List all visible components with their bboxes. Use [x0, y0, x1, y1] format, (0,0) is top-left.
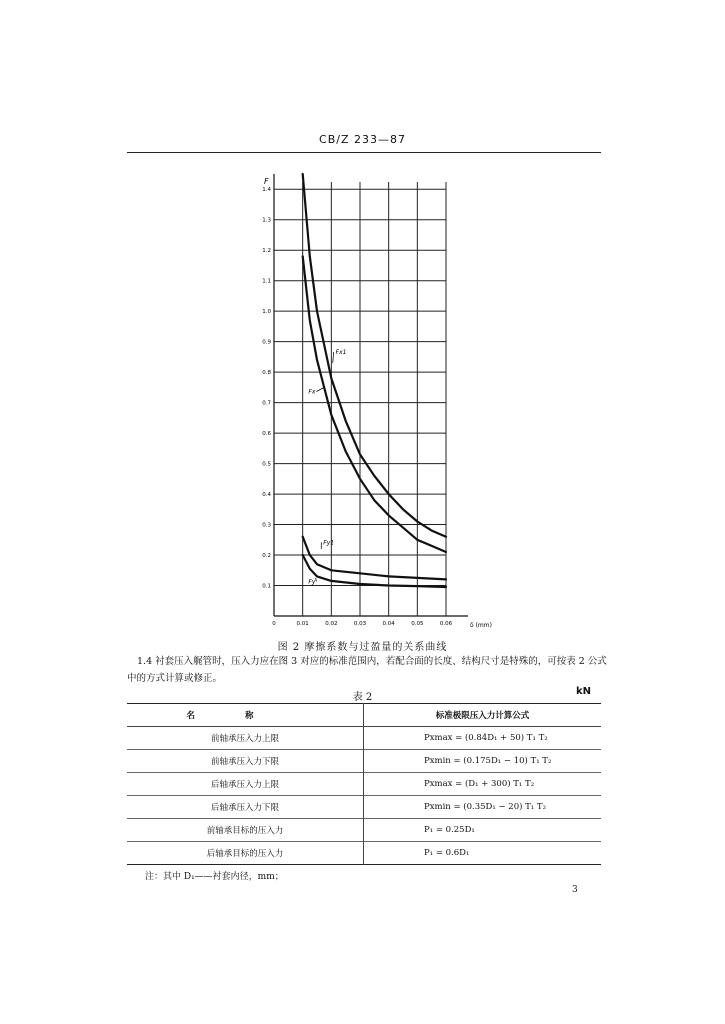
paragraph-1-4: 1.4 衬套压入艉管时，压入力应在图 3 对应的标准范围内，若配合面的长度、结构尺寸是特殊的，可按表 2 公式中的方式计算或修正。: [127, 656, 607, 684]
x-tick-label: 0.02: [325, 621, 338, 627]
curve-label: Fy: [308, 578, 316, 586]
row-name: 后轴承压入力上限: [127, 773, 364, 796]
y-tick-label: 0.3: [262, 522, 271, 529]
x-axis-label: δ (mm): [470, 622, 492, 629]
y-tick-label: 0.5: [262, 461, 271, 468]
table-header-row: [127, 704, 601, 727]
press-force-table: [127, 703, 601, 865]
page-number: 3: [572, 885, 578, 895]
row-formula: Pxmin = (0.175D₁ − 10) T₁ T₂: [424, 756, 552, 766]
row-name: 后轴承压入力下限: [127, 796, 364, 819]
table-row: [127, 819, 601, 842]
header-rule: [127, 152, 601, 153]
y-tick-label: 1.4: [262, 187, 271, 194]
curve-label: Fy1: [323, 539, 335, 547]
x-tick-label: 0.03: [353, 621, 367, 627]
row-formula: Pxmax = (0.84D₁ + 50) T₁ T₂: [424, 733, 548, 743]
table-note: 注：其中 D₁——衬套内径，mm；: [145, 872, 284, 882]
series-line-fx: [303, 256, 446, 552]
y-tick-label: 0.6: [262, 431, 271, 438]
chart-ticks: [262, 187, 452, 627]
table-row: [127, 773, 601, 796]
y-tick-label: 0.4: [262, 492, 271, 499]
curve-label: Fx: [308, 388, 316, 396]
friction-interference-chart: [250, 168, 510, 633]
row-name: 后轴承目标的压入力: [127, 842, 364, 865]
table-unit: kN: [576, 686, 592, 697]
x-tick-label: 0: [272, 621, 276, 627]
table-row: [127, 842, 601, 865]
table-row: [127, 727, 601, 750]
x-tick-label: 0.06: [439, 621, 453, 627]
row-formula: Pxmin = (0.35D₁ − 20) T₁ T₂: [424, 802, 546, 812]
row-name: 前轴承目标的压入力: [127, 819, 364, 842]
curve-label: Fx1: [335, 348, 347, 356]
y-tick-label: 1.0: [262, 309, 271, 316]
y-tick-label: 1.2: [262, 248, 271, 255]
row-formula: P₁ = 0.6D₁: [424, 848, 470, 858]
series-line-fy: [303, 555, 446, 587]
row-name: 前轴承压入力上限: [127, 727, 364, 750]
row-name: 前轴承压入力下限: [127, 750, 364, 773]
y-tick-label: 0.8: [262, 370, 271, 377]
table-row: [127, 796, 601, 819]
x-tick-label: 0.01: [296, 621, 309, 627]
y-axis-label: F: [264, 177, 269, 186]
row-formula: Pxmax = (D₁ + 300) T₁ T₂: [424, 779, 535, 789]
y-tick-label: 0.2: [262, 553, 271, 560]
y-tick-label: 0.9: [262, 339, 271, 346]
y-tick-label: 1.3: [262, 217, 271, 224]
table-row: [127, 750, 601, 773]
header-name: 名称: [127, 704, 364, 727]
y-tick-label: 0.7: [262, 400, 271, 407]
x-tick-label: 0.04: [382, 621, 395, 627]
curve-label-leader: [316, 578, 317, 581]
header-formula: 标准极限压入力计算公式: [435, 711, 530, 721]
x-tick-label: 0.05: [411, 621, 424, 627]
series-line-fx1: [303, 174, 446, 537]
y-tick-label: 0.1: [262, 583, 271, 590]
curve-label-leader: [316, 387, 324, 391]
table-caption: 表 2: [352, 692, 373, 703]
curve-label-leader: [333, 352, 334, 363]
row-formula: P₁ = 0.25D₁: [424, 825, 475, 835]
figure-caption: 图 2 摩擦系数与过盈量的关系曲线: [277, 642, 448, 653]
standard-code: CB/Z 233—87: [319, 133, 406, 146]
y-tick-label: 1.1: [262, 278, 271, 285]
